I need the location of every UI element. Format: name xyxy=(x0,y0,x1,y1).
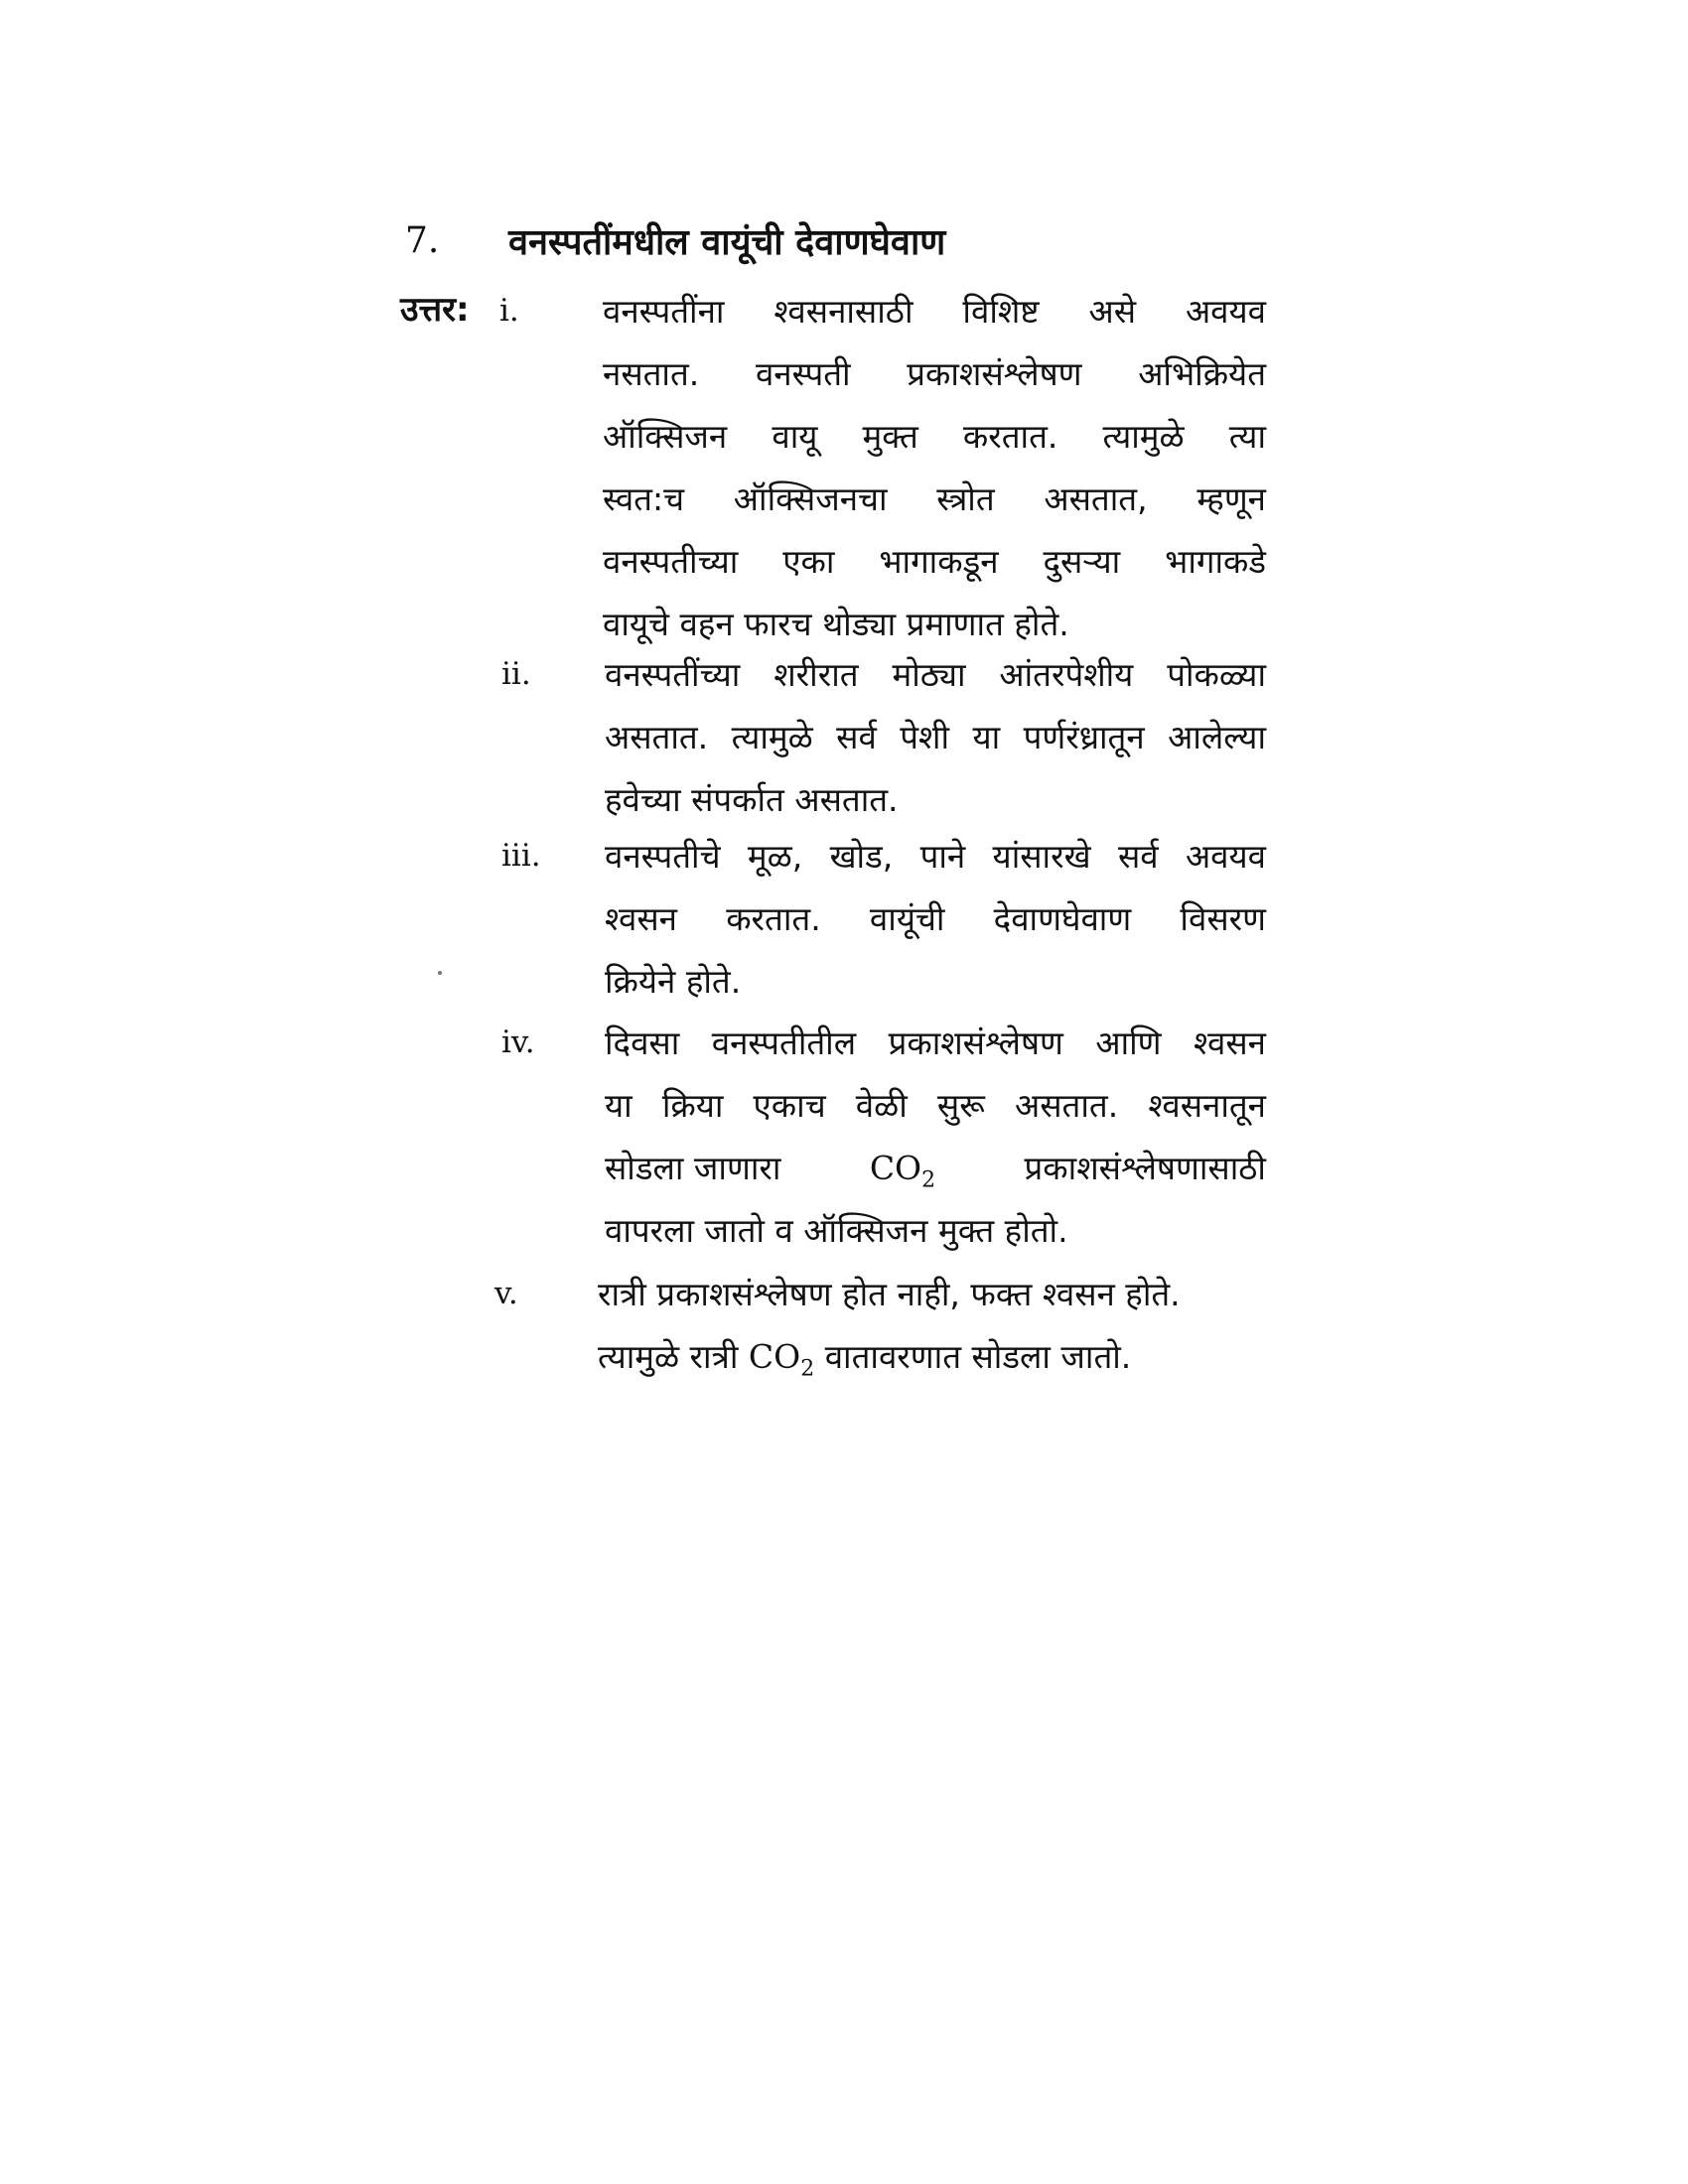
chemical-formula xyxy=(748,1337,815,1382)
answer-item-iii xyxy=(501,825,1266,1013)
text-line: क्रियेने होते. xyxy=(605,962,742,1001)
text-line: रात्री प्रकाशसंश्लेषण होत नाही, फक्त श्वसन होते. xyxy=(598,1275,1181,1313)
item-text xyxy=(605,825,1266,1013)
text-line: स्वत:च ऑक्सिजनचा स्त्रोत असतात, म्हणून xyxy=(603,479,1266,518)
item-marker: iii. xyxy=(501,838,541,874)
text-line: नसतात. वनस्पती प्रकाशसंश्लेषण अभिक्रियेत xyxy=(603,354,1266,393)
text-line: या क्रिया एकाच वेळी सुरू असतात. श्वसनातून xyxy=(605,1086,1266,1125)
text-line: वायूचे वहन फारच थोड्या प्रमाणात होते. xyxy=(603,605,1069,643)
answer-item-ii xyxy=(501,643,1266,831)
scan-speck xyxy=(438,971,442,975)
text-line: दिवसा वनस्पतीतील प्रकाशसंश्लेषण आणि श्वसन xyxy=(605,1024,1266,1062)
item-text xyxy=(603,280,1266,655)
text-line: ऑक्सिजन वायू मुक्त करतात. त्यामुळे त्या xyxy=(603,417,1266,456)
answer-label: उत्तर: xyxy=(400,290,470,330)
text-fragment: प्रकाशसंश्लेषणासाठी xyxy=(1024,1149,1266,1187)
text-line: असतात. त्यामुळे सर्व पेशी या पर्णरंध्रातून आलेल्या xyxy=(605,718,1266,756)
item-text xyxy=(598,1263,1259,1388)
text-line: वनस्पतींच्या शरीरात मोठ्या आंतरपेशीय पोकळ्या xyxy=(605,655,1266,694)
text-line-co2 xyxy=(598,1325,1259,1388)
chemical-formula xyxy=(870,1137,935,1199)
item-marker: i. xyxy=(499,293,519,329)
item-marker: ii. xyxy=(501,656,531,692)
item-marker: v. xyxy=(494,1276,518,1311)
formula-subscript: 2 xyxy=(800,1356,815,1382)
text-line-co2 xyxy=(605,1137,1266,1199)
formula-subscript: 2 xyxy=(921,1167,936,1193)
question-title: वनस्पतींमधील वायूंची देवाणघेवाण xyxy=(508,221,946,263)
item-marker: iv. xyxy=(501,1024,535,1060)
answer-item-i xyxy=(501,280,1266,655)
item-text xyxy=(605,643,1266,831)
text-fragment: वातावरणात सोडला जातो. xyxy=(824,1337,1132,1376)
text-line: वनस्पतीच्या एका भागाकडून दुसऱ्या भागाकडे xyxy=(603,542,1266,581)
text-line: हवेच्या संपर्कात असतात. xyxy=(605,780,899,819)
answer-item-v xyxy=(494,1263,1259,1388)
text-fragment: त्यामुळे रात्री xyxy=(598,1337,739,1376)
text-fragment: सोडला जाणारा xyxy=(605,1149,781,1187)
question-heading xyxy=(405,210,1299,270)
item-text xyxy=(605,1012,1266,1262)
question-number: 7. xyxy=(405,219,440,261)
text-line: वनस्पतीचे मूळ, खोड, पाने यांसारखे सर्व अवयव xyxy=(605,837,1266,876)
text-line: वापरला जातो व ऑक्सिजन मुक्त होतो. xyxy=(605,1211,1068,1250)
formula-base: CO xyxy=(869,1149,922,1187)
text-line: वनस्पतींना श्वसनासाठी विशिष्ट असे अवयव xyxy=(603,292,1266,331)
text-line: श्वसन करतात. वायूंची देवाणघेवाण विसरण xyxy=(605,899,1266,938)
formula-base: CO xyxy=(748,1337,801,1376)
answer-item-iv xyxy=(501,1012,1266,1262)
